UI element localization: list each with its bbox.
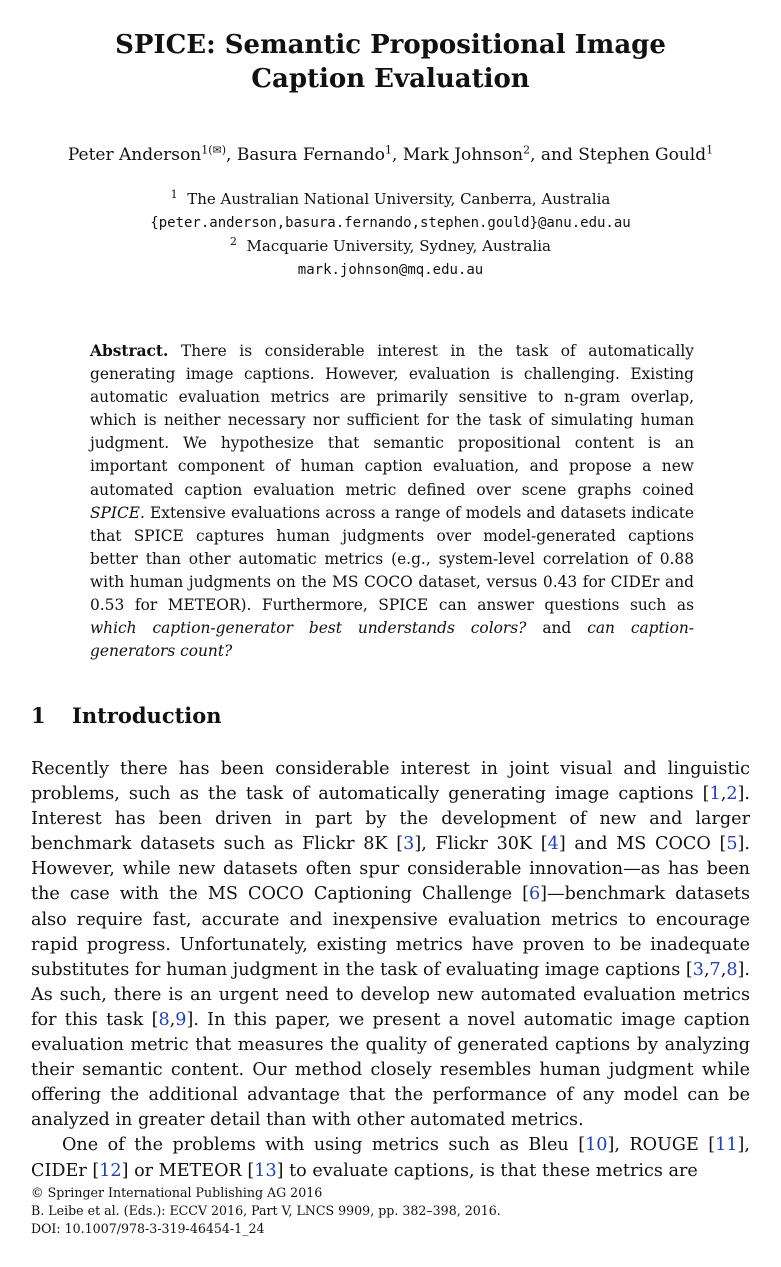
abstract (90, 340, 694, 663)
body-text-run: ] and MS COCO [ (558, 834, 727, 855)
citation-link[interactable]: 13 (254, 1160, 277, 1181)
author-name: Mark Johnson (402, 145, 524, 165)
body-text-run: , (703, 959, 710, 980)
author-affiliation-mark: 1 (385, 143, 393, 157)
abstract-emphasis: which caption-generator best understands colors? (90, 619, 527, 638)
body-text-run: One of the problems with using metrics such as Bleu [ (62, 1135, 586, 1156)
citation-link[interactable]: 9 (175, 1009, 187, 1030)
section-title: Introduction (72, 703, 222, 728)
section-number: 1 (31, 703, 46, 728)
author-name: Stephen Gould (578, 145, 707, 165)
paragraph (31, 1133, 750, 1183)
introduction-body (31, 757, 750, 1184)
paragraph (31, 757, 750, 1133)
citation-link[interactable]: 3 (692, 959, 704, 980)
body-text-run: ] to evaluate captions, is that these metrics are (276, 1160, 698, 1181)
citation-link[interactable]: 5 (726, 834, 738, 855)
abstract-text: and (542, 619, 572, 638)
citation-link[interactable]: 10 (585, 1135, 608, 1156)
citation-link[interactable]: 6 (528, 884, 541, 905)
body-text-run: ], CIDEr [ (31, 1135, 750, 1181)
body-text-run: , (720, 784, 727, 805)
body-text-run: , (720, 959, 727, 980)
citation-link[interactable]: 8 (726, 959, 738, 980)
citation-link[interactable]: 8 (158, 1009, 170, 1030)
title-line-1: SPICE: Semantic Propositional Image (115, 30, 666, 60)
abstract-emphasis: can caption-generators count? (90, 619, 694, 661)
body-text-run: ]. As such, there is an urgent need to develop new automated evaluation metrics for this task [ (31, 959, 750, 1030)
citation-link[interactable]: 2 (726, 784, 738, 805)
citation-link[interactable]: 7 (709, 959, 721, 980)
body-text-run: , (169, 1009, 176, 1030)
affiliation-mark: 1 (170, 188, 178, 201)
author-list: Peter Anderson$^{1(✉)}$, Basura Fernando$^1$, Mark Johnson$^2$, and Stephen Gould$^1$ (67, 143, 714, 165)
author-name: Peter Anderson (67, 145, 202, 165)
proceedings-line: B. Leibe et al. (Eds.): ECCV 2016, Part V, LNCS 9909, pp. 382–398, 2016. (31, 1203, 501, 1219)
abstract-text: . Extensive evaluations across a range of models and datasets indicate that SPICE captures human judgments over model-generated captions better than other automatic metrics (e.g., system-level correlation of 0.88 with human judgments on the MS COCO dataset, versus 0.43 for CIDEr and 0.53 for METEOR). Furthermore, SPICE can answer questions such as (90, 503, 694, 615)
abstract-label: Abstract. (90, 342, 169, 360)
section-heading (31, 702, 222, 730)
author-affiliation-mark: 1(✉) (201, 143, 227, 157)
author-name: Basura Fernando (236, 145, 386, 165)
affiliation-1 (0, 188, 781, 212)
abstract-emphasis: SPICE (90, 503, 140, 522)
body-text-run: ]. However, while new datasets often spur considerable innovation—as has been the case with the MS COCO Captioning Challenge [ (31, 834, 750, 905)
body-text-run: ], Flickr 30K [ (414, 834, 548, 855)
body-text-run: ]—benchmark datasets also require fast, accurate and inexpensive evaluation metrics to encourage rapid progress. Unfortunately, existing metrics have proven to be inadequate substitutes for human judgment in the task of evaluating image captions [ (31, 884, 750, 980)
affiliation-mark: 2 (229, 235, 237, 248)
affiliations (0, 188, 781, 282)
citation-link[interactable]: 4 (547, 834, 559, 855)
title-line-2: Caption Evaluation (251, 64, 530, 94)
affiliation-1-email: {peter.anderson,basura.fernando,stephen.gould}@anu.edu.au (150, 214, 631, 231)
author-affiliation-mark: 2 (523, 143, 531, 157)
author-affiliation-mark: 1 (706, 143, 714, 157)
body-text-run: ], ROUGE [ (607, 1135, 716, 1156)
copyright-line: © Springer International Publishing AG 2016 (31, 1185, 323, 1200)
body-text-run: ] or METEOR [ (121, 1160, 255, 1181)
affiliation-2 (0, 235, 781, 259)
doi-line: DOI: 10.1007/978-3-319-46454-1_24 (31, 1221, 265, 1237)
affiliation-2-email: mark.johnson@mq.edu.au (297, 261, 484, 278)
body-text-run: ]. In this paper, we present a novel automatic image caption evaluation metric that measures the quality of generated captions by analyzing their semantic content. Our method closely resembles human judgment while offering the additional advantage that the performance of any model can be analyzed in greater detail than with other automated metrics. (31, 1009, 750, 1131)
abstract-text: There is considerable interest in the task of automatically generating image captions. However, evaluation is challenging. Existing automatic evaluation metrics are primarily sensitive to n-gram overlap, which is neither necessary nor sufficient for the task of simulating human judgment. We hypothesize that semantic propositional content is an important component of human caption evaluation, and propose a new automated caption evaluation metric defined over scene graphs coined (90, 342, 694, 499)
paper-title (0, 28, 781, 96)
body-text-run: ]. Interest has been driven in part by the development of new and larger benchmark datasets such as Flickr 8K [ (31, 784, 750, 855)
copyright-footer (31, 1184, 501, 1239)
affiliation-text: The Australian National University, Canberra, Australia (187, 190, 611, 208)
citation-link[interactable]: 3 (403, 834, 415, 855)
citation-link[interactable]: 11 (715, 1135, 738, 1156)
citation-link[interactable]: 12 (99, 1160, 122, 1181)
body-text-run: Recently there has been considerable interest in joint visual and linguistic problems, such as the task of automatically generating image captions [ (31, 759, 750, 805)
citation-link[interactable]: 1 (709, 784, 721, 805)
affiliation-text: Macquarie University, Sydney, Australia (246, 237, 551, 255)
